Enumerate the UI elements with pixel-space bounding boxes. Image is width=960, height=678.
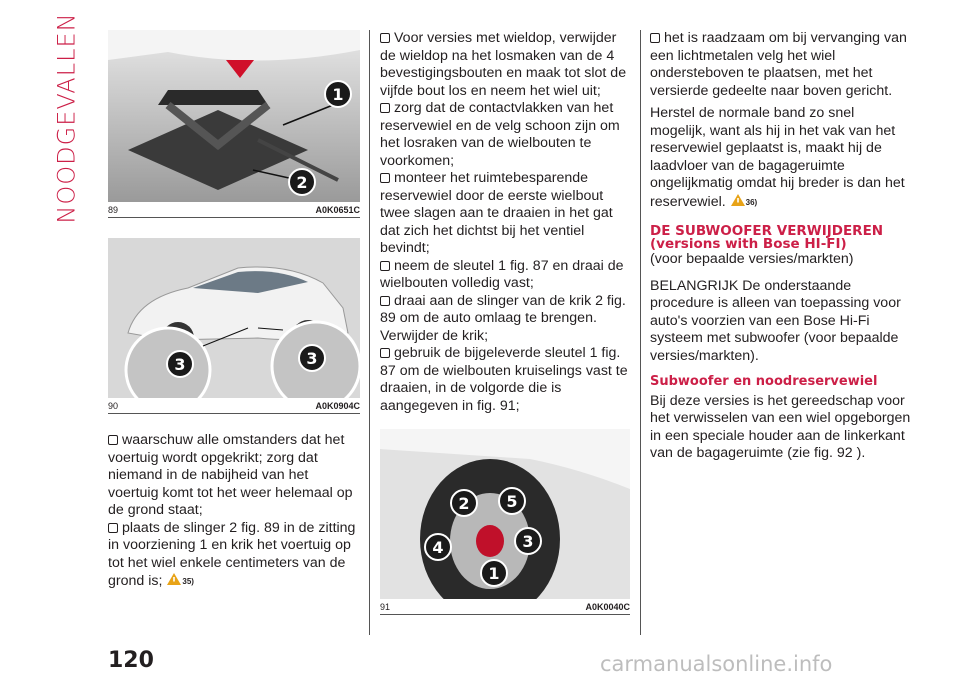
section-heading: DE SUBWOOFER VERWIJDEREN (versions with Bose HI-FI) bbox=[650, 223, 884, 252]
checkbox-bullet-icon bbox=[380, 296, 390, 306]
section-title: NOODGEVALLEN bbox=[53, 11, 82, 224]
watermark: carmanualsonline.info bbox=[600, 652, 833, 676]
figure-number: 91 bbox=[380, 602, 391, 612]
checkbox-bullet-icon bbox=[380, 261, 390, 271]
page-number: 120 bbox=[108, 648, 154, 673]
car-illustration bbox=[108, 238, 360, 398]
callout-5: 5 bbox=[498, 487, 526, 515]
checkbox-bullet-icon bbox=[380, 173, 390, 183]
checkbox-bullet-icon bbox=[380, 348, 390, 358]
column-3-text bbox=[650, 30, 914, 463]
callout-3-right: 3 bbox=[298, 344, 326, 372]
checkbox-bullet-icon bbox=[380, 33, 390, 43]
list-item: draai aan de slinger van de krik 2 fig. 89 om de auto omlaag te brengen. Verwijder de krik; bbox=[380, 292, 626, 344]
heading-note: (voor bepaalde versies/markten) bbox=[650, 251, 854, 267]
column-3 bbox=[650, 30, 914, 463]
warning-icon bbox=[730, 193, 746, 207]
figure-code: A0K0904C bbox=[315, 401, 360, 411]
callout-2: 2 bbox=[450, 489, 478, 517]
list-item: het is raadzaam om bij vervanging van een lichtmetalen velg het wiel ondersteboven te plaatsen, met het versierde gedeelte naar boven gericht. bbox=[650, 30, 907, 99]
column-1 bbox=[108, 30, 360, 591]
list-item: monteer het ruimtebesparende reservewiel door de eerste wielbout twee slagen aan te draaien in het gat dat zich het dichtst bij het ventiel bevindt; bbox=[380, 170, 613, 256]
list-item: plaats de slinger 2 fig. 89 in de zitting in voorziening 1 en krik het voertuig op tot het wiel enkele centimeters van de grond is; 35) bbox=[108, 519, 356, 589]
figure-number: 89 bbox=[108, 205, 119, 215]
list-item: zorg dat de contactvlakken van het reservewiel en de velg schoon zijn om het losraken van de wielbouten te voorkomen; bbox=[380, 100, 620, 169]
note-ref: 35) bbox=[182, 577, 194, 586]
figure-90-caption bbox=[108, 401, 360, 414]
note-ref: 36) bbox=[745, 197, 758, 207]
figure-code: A0K0040C bbox=[585, 602, 630, 612]
figure-89-caption bbox=[108, 205, 360, 218]
column-divider bbox=[640, 30, 641, 635]
paragraph: Bij deze versies is het gereedschap voor het verwisselen van een wiel opgeborgen in een speciale houder aan de linkerkant van de bagageruimte (zie fig. 92 ). bbox=[650, 392, 911, 461]
paragraph: Herstel de normale band zo snel mogelijk, want als hij in het vak van het reservewiel geplaatst is, maakt hij de laadvloer van de bagageruimte ongelijkmatig omdat hij breder is dan het reservewiel. 36) bbox=[650, 105, 905, 210]
figure-91-image bbox=[380, 429, 630, 599]
figure-code: A0K0651C bbox=[315, 205, 360, 215]
list-item: Voor versies met wieldop, verwijder de wieldop na het losmaken van de 4 bevestigingsbouten en maak tot slot de vijfde bout los en neem het wiel uit; bbox=[380, 30, 627, 99]
column-divider bbox=[369, 30, 370, 635]
jack-illustration bbox=[108, 30, 360, 202]
callout-1: 1 bbox=[480, 559, 508, 587]
warning-icon bbox=[166, 572, 182, 586]
list-item: waarschuw alle omstanders dat het voertuig wordt opgekrikt; zorg dat niemand in de nabijheid van het voertuig komt tot het weer helemaal op de grond staat; bbox=[108, 432, 353, 518]
checkbox-bullet-icon bbox=[650, 33, 660, 43]
column-2 bbox=[380, 30, 630, 615]
figure-91-caption bbox=[380, 602, 630, 615]
figure-89-image bbox=[108, 30, 360, 202]
figure-90-image bbox=[108, 238, 360, 398]
paragraph: BELANGRIJK De onderstaande procedure is alleen van toepassing voor auto's voorzien van een Bose Hi-Fi systeem met subwoofer (voor bepaalde versies/markten). bbox=[650, 277, 901, 364]
callout-1: 1 bbox=[324, 80, 352, 108]
subheading: Subwoofer en noodreservewiel bbox=[650, 374, 878, 389]
callout-3-left: 3 bbox=[166, 350, 194, 378]
callout-2: 2 bbox=[288, 168, 316, 196]
callout-3: 3 bbox=[514, 527, 542, 555]
list-item: gebruik de bijgeleverde sleutel 1 fig. 87 om de wielbouten kruiselings vast te draaien, in de volgorde die is aangegeven in fig. 91; bbox=[380, 345, 628, 414]
checkbox-bullet-icon bbox=[108, 435, 118, 445]
list-item: neem de sleutel 1 fig. 87 en draai de wielbouten volledig vast; bbox=[380, 257, 624, 291]
figure-number: 90 bbox=[108, 401, 119, 411]
column-1-text bbox=[108, 432, 360, 591]
checkbox-bullet-icon bbox=[108, 523, 118, 533]
callout-4: 4 bbox=[424, 533, 452, 561]
column-2-text bbox=[380, 30, 630, 415]
checkbox-bullet-icon bbox=[380, 103, 390, 113]
